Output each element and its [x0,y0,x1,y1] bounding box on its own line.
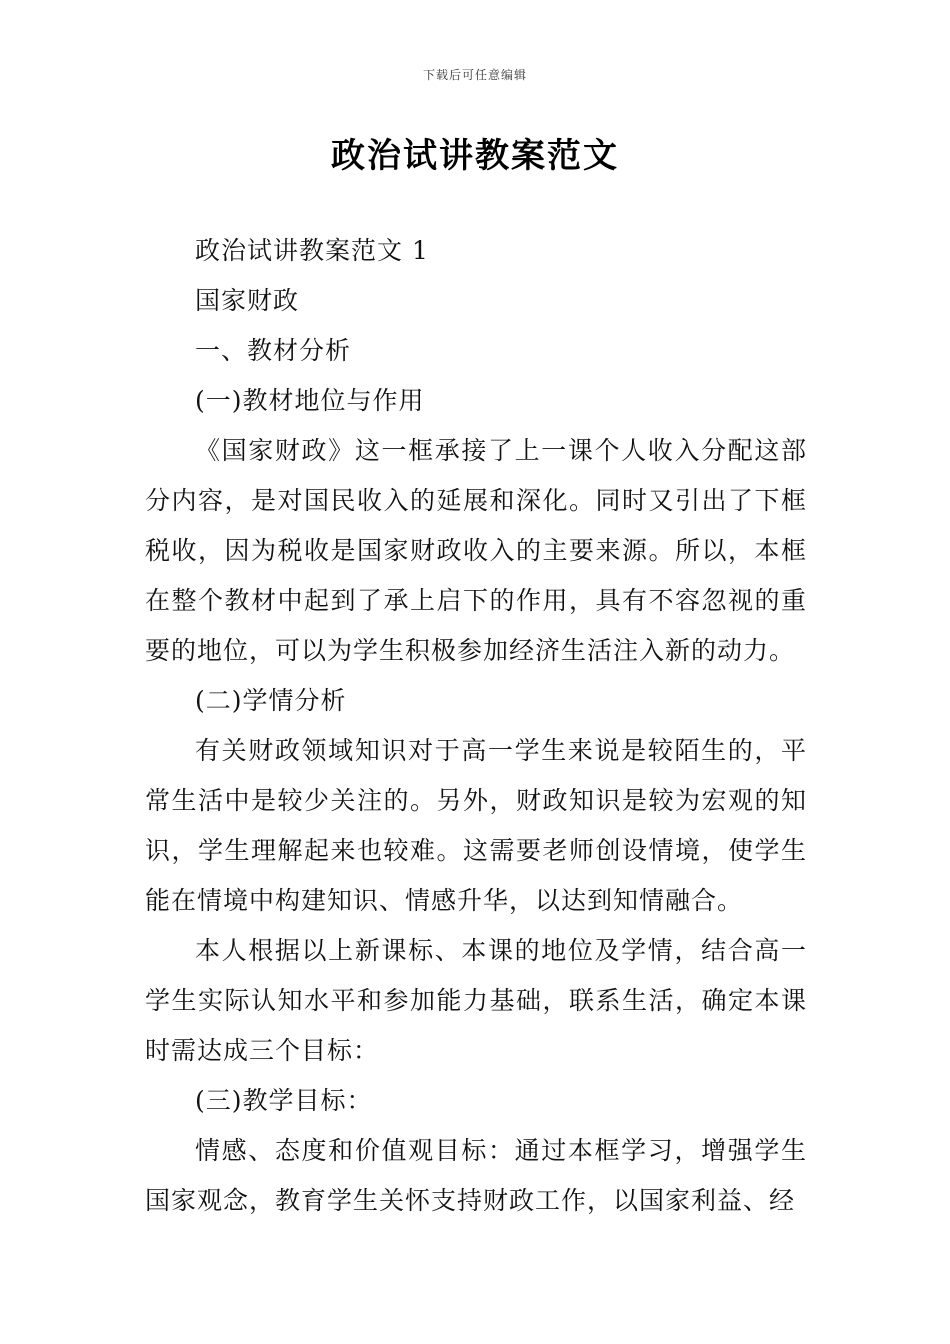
paragraph-role-body: 《国家财政》这一框承接了上一课个人收入分配这部分内容，是对国民收入的延展和深化。同时又引出了下框税收，因为税收是国家财政收入的主要来源。所以，本框在整个教材中起到了承上启下的作用，具有不容忽视的重要的地位，可以为学生积极参加经济生活注入新的动力。 [145,436,807,665]
header-note: 下载后可任意编辑 [422,68,527,82]
document-body [145,226,807,1226]
paragraph-students-body: 有关财政领域知识对于高一学生来说是较陌生的，平常生活中是较少关注的。另外，财政知识是较为宏观的知识，学生理解起来也较难。这需要老师创设情境，使学生能在情境中构建知识、情感升华，以达到知情融合。 [145,736,807,915]
paragraph-goals-intro: 本人根据以上新课标、本课的地位及学情，结合高一学生实际认知水平和参加能力基础，联系生活，确定本课时需达成三个目标： [145,936,807,1065]
paragraph-heading-textbook-analysis: 一、教材分析 [195,336,352,365]
document-title: 政治试讲教案范文 [331,136,619,176]
paragraph-goals-body: 情感、态度和价值观目标：通过本框学习，增强学生国家观念，教育学生关怀支持财政工作，以国家利益、经 [145,1136,807,1215]
paragraph-subheading-role: (一)教材地位与作用 [195,386,425,415]
paragraph-topic: 国家财政 [195,286,300,315]
paragraph-subheading-students: (二)学情分析 [195,686,347,715]
paragraph-section-title: 政治试讲教案范文 1 [195,236,429,265]
paragraph-subheading-goals: (三)教学目标： [195,1086,373,1115]
